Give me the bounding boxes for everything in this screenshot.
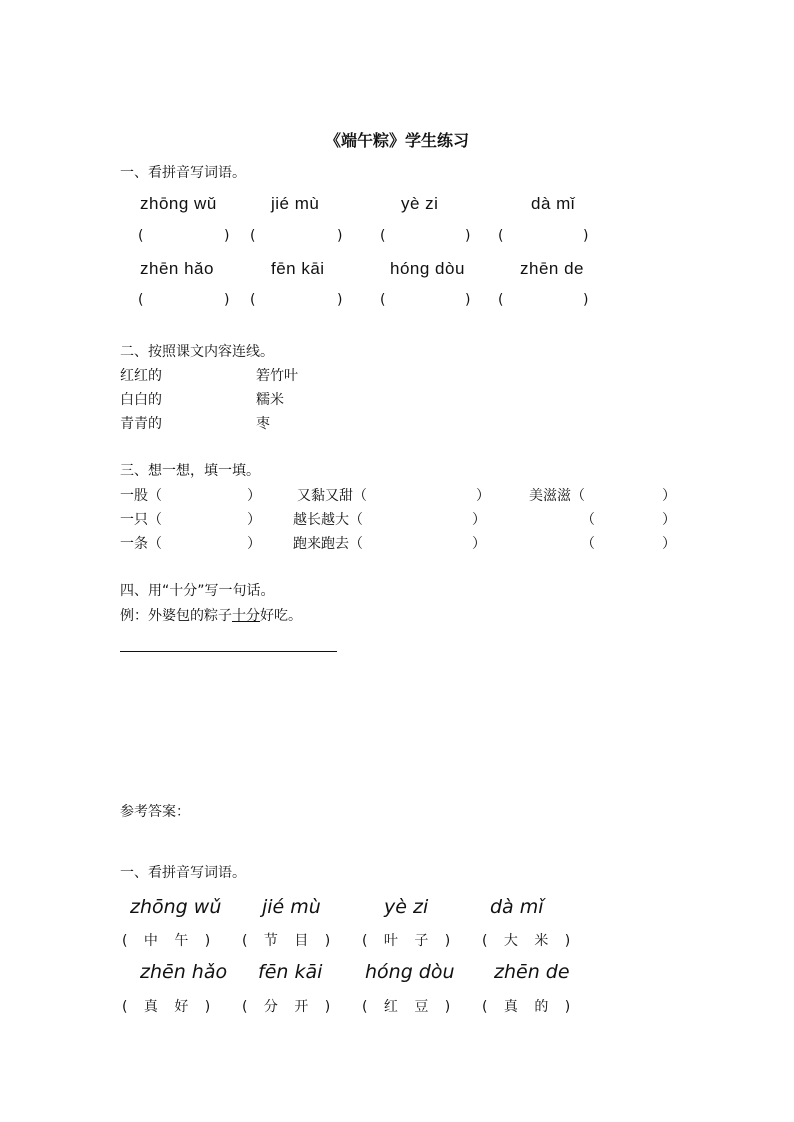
section2-heading: 二、按照课文内容连线。 — [120, 344, 274, 360]
answer-pinyin-1: zhōng wǔ — [130, 896, 222, 918]
section3-heading: 三、想一想，填一填。 — [120, 463, 260, 479]
answer-pinyin-8: zhēn de — [494, 961, 570, 983]
blank-3-open: ( — [380, 228, 386, 244]
answer-8: ( 真 的 ) — [482, 999, 577, 1015]
answer-pinyin-3: yè zi — [384, 896, 429, 918]
fill-col1-row1: 一股（ — [120, 488, 162, 504]
pinyin-8: zhēn de — [520, 259, 584, 278]
answer-pinyin-2: jié mù — [262, 896, 321, 918]
answer-pinyin-5: zhēn hǎo — [140, 961, 228, 983]
blank-7-close: ) — [465, 292, 471, 308]
answer-line[interactable] — [120, 651, 337, 652]
fill-col2-row3-close: ） — [472, 536, 486, 552]
answer-5: ( 真 好 ) — [122, 999, 217, 1015]
section4-heading: 四、用“十分”写一句话。 — [120, 583, 275, 599]
answer-3: ( 叶 子 ) — [362, 933, 457, 949]
blank-5-open: ( — [138, 292, 144, 308]
pinyin-7: hóng dòu — [390, 259, 465, 278]
section1-heading: 一、看拼音写词语。 — [120, 165, 246, 181]
blank-4-open: ( — [498, 228, 504, 244]
pinyin-6: fēn kāi — [271, 259, 325, 278]
blank-4-close: ) — [583, 228, 589, 244]
blank-3-close: ) — [465, 228, 471, 244]
blank-1-open: ( — [138, 228, 144, 244]
fill-col3-row3: （ — [581, 536, 595, 552]
match-left-2: 白白的 — [120, 392, 162, 408]
answer-7: ( 红 豆 ) — [362, 999, 457, 1015]
answers-section1-heading: 一、看拼音写词语。 — [120, 865, 246, 881]
example-keyword: 十分 — [232, 608, 260, 624]
blank-8-open: ( — [498, 292, 504, 308]
answers-heading: 参考答案： — [120, 804, 190, 820]
fill-col2-row2: 越长越大（ — [293, 512, 363, 528]
fill-col3-row3-close: ） — [662, 536, 676, 552]
fill-col3-row2-close: ） — [662, 512, 676, 528]
match-left-1: 红红的 — [120, 368, 162, 384]
match-right-2: 糯米 — [256, 392, 284, 408]
answer-pinyin-4: dà mǐ — [490, 896, 544, 918]
blank-6-open: ( — [250, 292, 256, 308]
fill-col2-row3: 跑来跑去（ — [293, 536, 363, 552]
blank-7-open: ( — [380, 292, 386, 308]
fill-col1-row3: 一条（ — [120, 536, 162, 552]
answer-2: ( 节 目 ) — [242, 933, 337, 949]
example-sentence — [120, 605, 302, 625]
fill-col2-row1-close: ） — [476, 488, 490, 504]
fill-col3-row1-close: ） — [662, 488, 676, 504]
fill-col2-row2-close: ） — [472, 512, 486, 528]
pinyin-3: yè zi — [401, 194, 439, 213]
answer-6: ( 分 开 ) — [242, 999, 337, 1015]
fill-col3-row2: （ — [581, 512, 595, 528]
blank-2-close: ) — [337, 228, 343, 244]
pinyin-5: zhēn hǎo — [140, 259, 214, 278]
answer-pinyin-6: fēn kāi — [258, 961, 323, 983]
example-suffix: 好吃。 — [260, 608, 302, 624]
blank-6-close: ) — [337, 292, 343, 308]
fill-col1-row2-close: ） — [247, 512, 261, 528]
fill-col1-row1-close: ） — [247, 488, 261, 504]
answer-1: ( 中 午 ) — [122, 933, 217, 949]
fill-col3-row1: 美滋滋（ — [529, 488, 585, 504]
blank-2-open: ( — [250, 228, 256, 244]
answer-pinyin-7: hóng dòu — [365, 961, 455, 983]
blank-5-close: ) — [224, 292, 230, 308]
blank-1-close: ) — [224, 228, 230, 244]
blank-8-close: ) — [583, 292, 589, 308]
match-left-3: 青青的 — [120, 416, 162, 432]
match-right-3: 枣 — [256, 416, 270, 432]
answer-4: ( 大 米 ) — [482, 933, 577, 949]
pinyin-1: zhōng wǔ — [140, 194, 217, 213]
fill-col1-row2: 一只（ — [120, 512, 162, 528]
pinyin-2: jié mù — [271, 194, 320, 213]
page-title: 《端午粽》学生练习 — [324, 131, 469, 150]
match-right-1: 箬竹叶 — [256, 368, 298, 384]
example-prefix: 例：外婆包的粽子 — [120, 608, 232, 624]
fill-col2-row1: 又黏又甜（ — [297, 488, 367, 504]
pinyin-4: dà mǐ — [531, 194, 576, 213]
fill-col1-row3-close: ） — [247, 536, 261, 552]
